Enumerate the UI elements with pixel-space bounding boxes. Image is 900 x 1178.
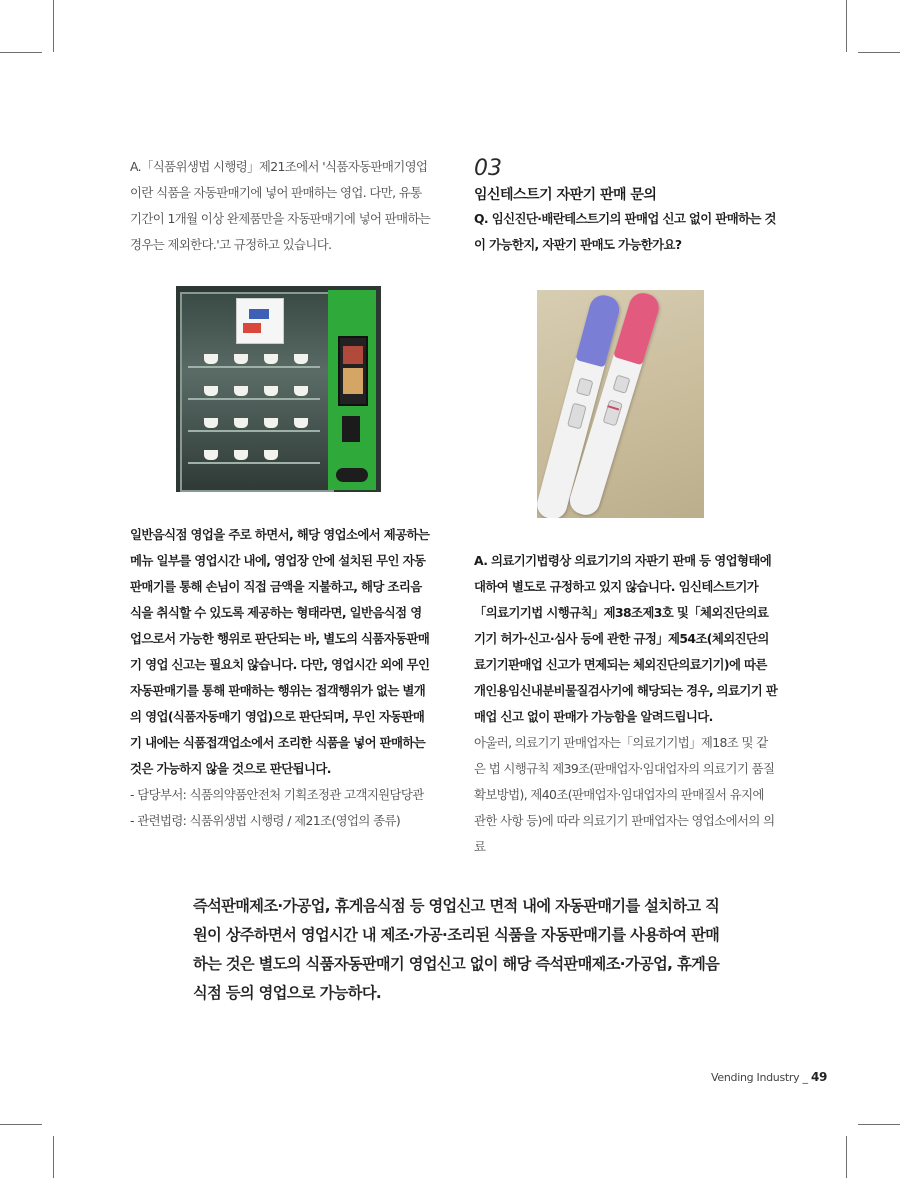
crop-mark: [846, 0, 847, 52]
intro-answer: [130, 154, 432, 258]
page-number: 49: [810, 1070, 828, 1084]
law-line: - 관련법령: 식품위생법 시행령 / 제21조(영업의 종류): [130, 813, 401, 828]
vending-machine-photo: [176, 286, 381, 492]
pregnancy-test-photo: [537, 290, 704, 518]
crop-mark: [0, 1124, 42, 1125]
crop-mark: [0, 52, 42, 53]
section-title: 임신테스트기 자판기 판매 문의: [474, 187, 657, 203]
section-number: 03: [474, 156, 502, 181]
left-body: [130, 522, 432, 834]
answer: [474, 548, 778, 860]
summary-callout: 즉석판매제조·가공업, 휴게음식점 등 영업신고 면적 내에 자동판매기를 설치하고 직원이 상주하면서 영업시간 내 제조·가공·조리된 식품을 자동판매기를 사용하여 판매하는 것은 별도의 식품자동판매기 영업신고 없이 해당 즉석판매제조·가공업, 휴게음식점 등의 영업으로 가능하다.: [193, 897, 720, 1002]
publication-name: Vending Industry _: [711, 1071, 808, 1084]
question-text: Q. 임신진단·배란테스트기의 판매업 신고 없이 판매하는 것이 가능한지, 자판기 판매도 가능한가요?: [474, 211, 776, 252]
intro-answer-text: A.「식품위생법 시행령」제21조에서 '식품자동판매기영업이란 식품을 자동판매기에 넣어 판매하는 영업. 다만, 유통기간이 1개월 이상 완제품만을 자동판매기에 넣어 판매하는 경우는 제외한다.'고 규정하고 있습니다.: [130, 159, 431, 252]
crop-mark: [846, 1136, 847, 1178]
question: [474, 206, 778, 258]
crop-mark: [53, 1136, 54, 1178]
machine-screen: [338, 336, 368, 406]
answer-continued: 아울러, 의료기기 판매업자는「의료기기법」제18조 및 같은 법 시행규칙 제39조(판매업자·임대업자의 의료기기 품질 확보방법), 제40조(판매업자·임대업자의 판매질서 유지에 관한 사항 등)에 따라 의료기기 판매업자는 영업소에서의 의료: [474, 735, 775, 854]
notice-sign: [236, 298, 284, 344]
page-footer: [711, 1070, 827, 1084]
machine-logo: [336, 468, 368, 482]
left-body-bold: 일반음식점 영업을 주로 하면서, 해당 영업소에서 제공하는 메뉴 일부를 영업시간 내에, 영업장 안에 설치된 무인 자동판매기를 통해 손님이 직접 금액을 지불하고, 해당 조리음식을 취식할 수 있도록 제공하는 형태라면, 일반음식점 영업으로서 가능한 행위로 판단되는 바, 별도의 식품자동판매기 영업 신고는 필요치 않습니다. 다만, 영업시간 외에 무인 자동판매기를 통해 판매하는 행위는 접객행위가 없는 별개의 영업(식품자동매기 영업)으로 판단되며, 무인 자동판매기 내에는 식품접객업소에서 조리한 식품을 넣어 판매하는 것은 가능하지 않을 것으로 판단됩니다.: [130, 527, 430, 776]
answer-bold: A. 의료기기법령상 의료기기의 자판기 판매 등 영업형태에 대하여 별도로 규정하고 있지 않습니다. 임신테스트기가「의료기기법 시행규칙」제38조제3호 및「체외진단의료기기 허가·신고·심사 등에 관한 규정」제54조(체외진단의료기기판매업 신고가 면제되는 체외진단의료기기)에 따른 개인용임신내분비물질검사기에 해당되는 경우, 의료기기 판매업 신고 없이 판매가 가능함을 알려드립니다.: [474, 553, 778, 724]
payment-slot: [342, 416, 360, 442]
dept-line: - 담당부서: 식품의약품안전처 기획조정관 고객지원담당관: [130, 787, 424, 802]
crop-mark: [53, 0, 54, 52]
crop-mark: [858, 1124, 900, 1125]
crop-mark: [858, 52, 900, 53]
